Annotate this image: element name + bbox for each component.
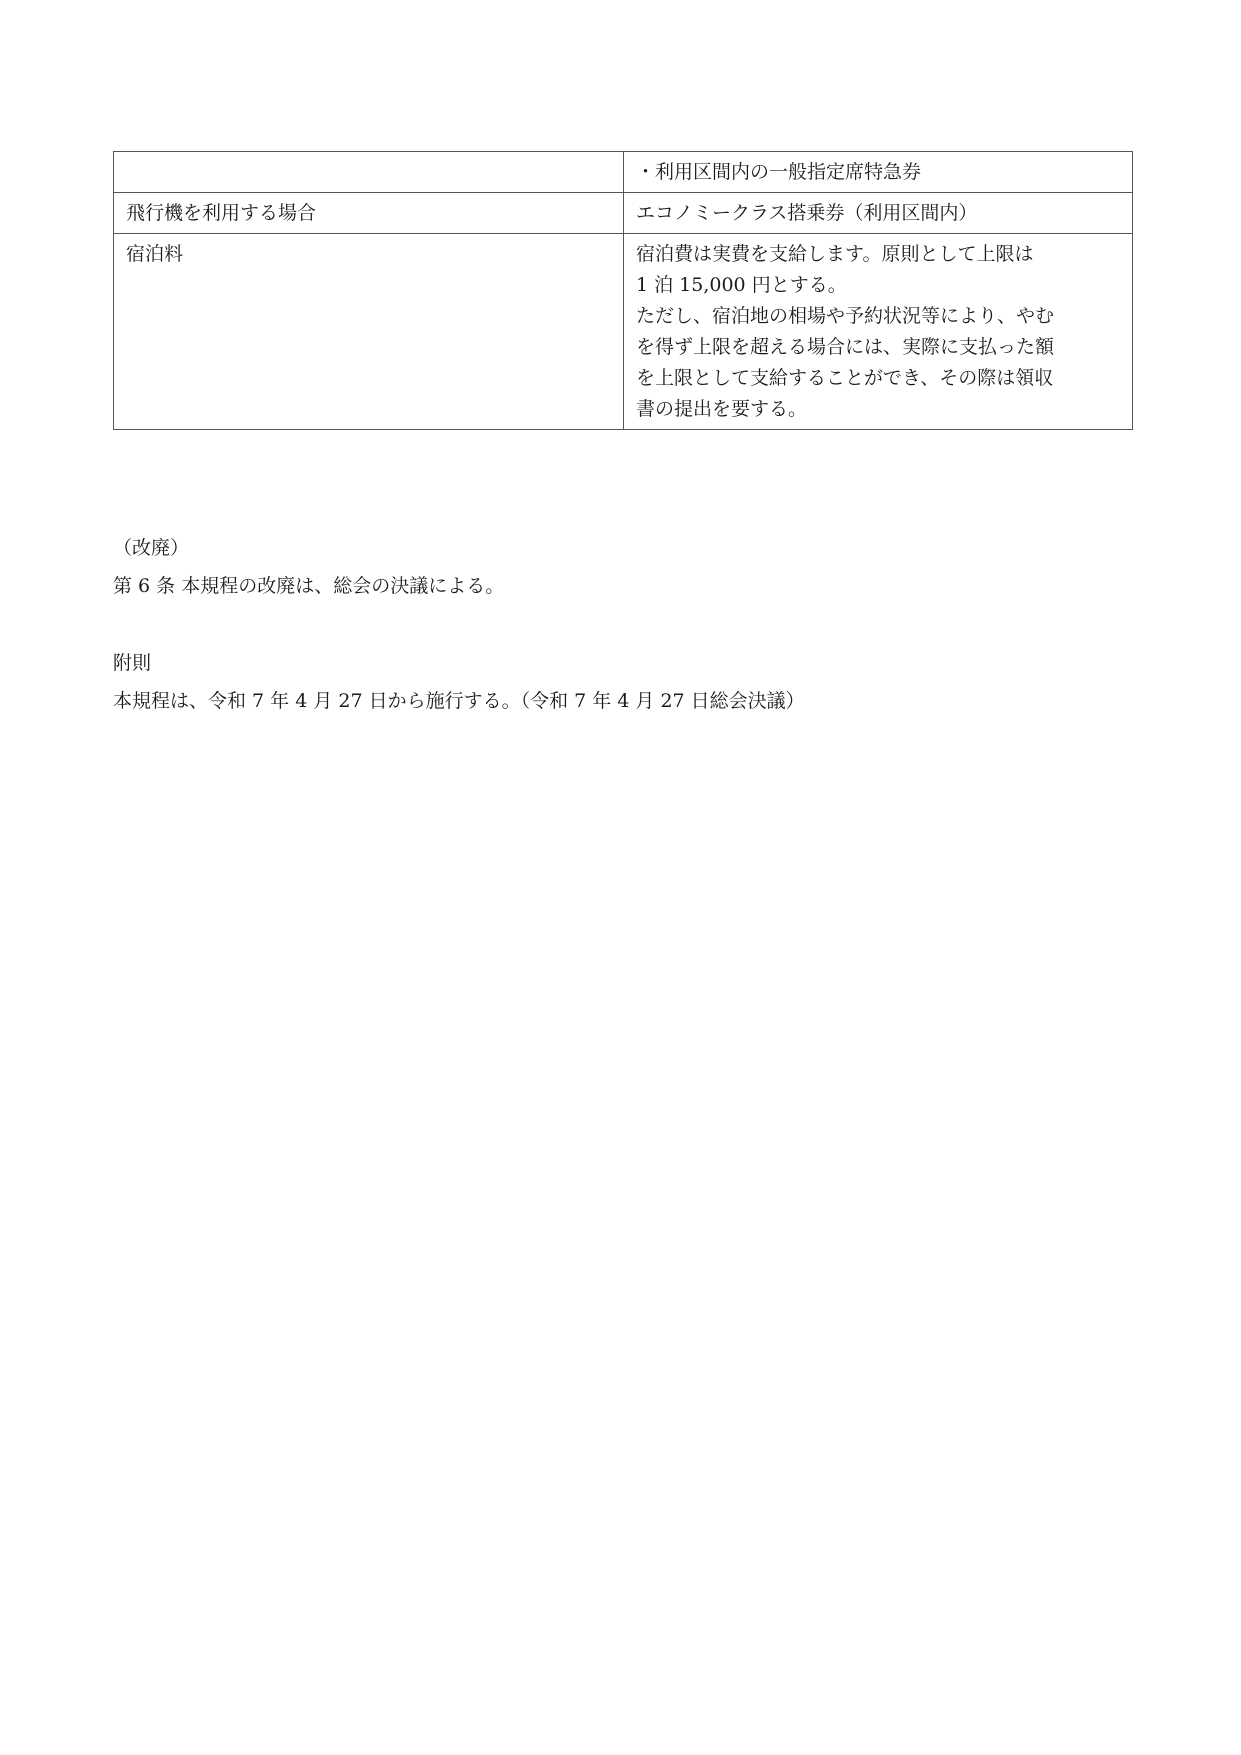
table-row bbox=[114, 193, 1133, 234]
supplementary-text: 本規程は、令和 7 年 4 月 27 日から施行する。（令和 7 年 4 月 27 日総会決議） bbox=[113, 690, 805, 712]
table-cell-item: 飛行機を利用する場合 bbox=[114, 193, 624, 234]
detail-line: 宿泊費は実費を支給します。原則として上限は bbox=[636, 243, 1034, 265]
article-6-heading: （改廃） bbox=[113, 537, 190, 559]
supplementary-heading: 附則 bbox=[113, 652, 152, 674]
table-cell-detail bbox=[624, 152, 1133, 193]
table-cell-item: 宿泊料 bbox=[114, 234, 624, 430]
table-cell-detail bbox=[624, 234, 1133, 430]
supplementary-section bbox=[113, 644, 805, 720]
detail-line: を上限として支給することができ、その際は領収 bbox=[636, 367, 1054, 389]
article-6-text: 第 6 条 本規程の改廃は、総会の決議による。 bbox=[113, 575, 505, 597]
expense-rules-table bbox=[113, 151, 1133, 430]
table-cell-detail bbox=[624, 193, 1133, 234]
table-row bbox=[114, 152, 1133, 193]
article-6-section bbox=[113, 529, 504, 605]
table-cell-item bbox=[114, 152, 624, 193]
detail-line: ・利用区間内の一般指定席特急券 bbox=[636, 161, 922, 183]
detail-line: エコノミークラス搭乗券（利用区間内） bbox=[636, 202, 978, 224]
detail-line: を得ず上限を超える場合には、実際に支払った額 bbox=[636, 336, 1055, 358]
detail-line: 書の提出を要する。 bbox=[636, 398, 808, 420]
table-row bbox=[114, 234, 1133, 430]
detail-line: ただし、宿泊地の相場や予約状況等により、やむ bbox=[636, 305, 1055, 327]
detail-line: 1 泊 15,000 円とする。 bbox=[636, 274, 847, 296]
